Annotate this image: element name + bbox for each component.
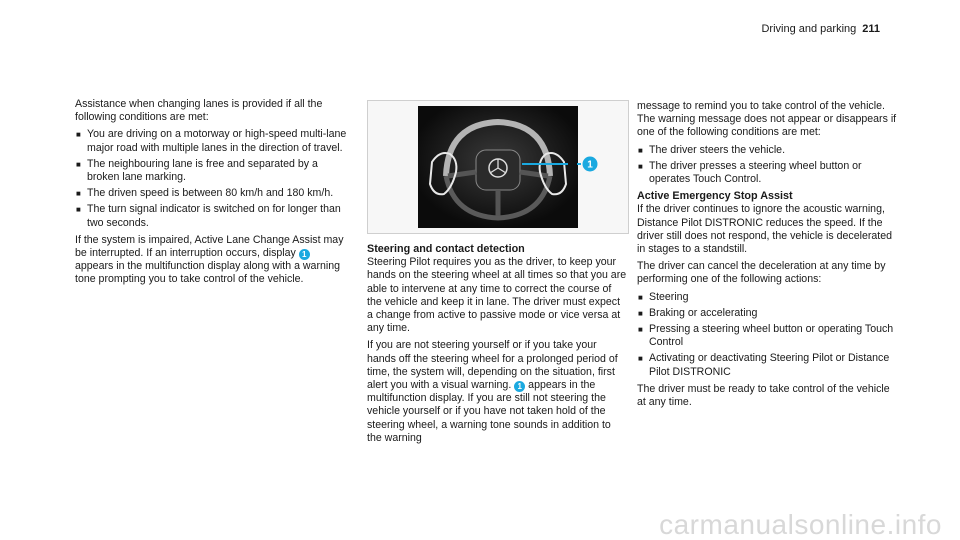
bullet-icon: ■ xyxy=(638,292,643,302)
condition-list xyxy=(75,128,350,229)
list-item: ■ The neighbouring lane is free and separated by a broken lane marking. xyxy=(76,157,318,184)
steering-wheel-icon xyxy=(418,106,578,228)
list-item: ■ You are driving on a motorway or high-speed multi-lane major road with multiple lanes in the direction of travel. xyxy=(76,128,347,154)
message-paragraph: message to remind you to take control of the vehicle. xyxy=(637,100,885,112)
callout-badge: 1 xyxy=(514,381,525,392)
column-1 xyxy=(75,98,350,291)
svg-text:1: 1 xyxy=(587,159,593,171)
list-item: ■ The driver presses a steering wheel button or operates Touch Control. xyxy=(638,159,862,186)
ready-paragraph: The driver must be ready to take control of the vehicle at any time. xyxy=(637,382,890,409)
list-item: ■ Steering xyxy=(638,290,689,303)
bullet-icon: ■ xyxy=(638,325,643,335)
bullet-icon: ■ xyxy=(76,130,81,140)
column-2 xyxy=(367,243,627,449)
list-item: ■ Pressing a steering wheel button or operating Touch Control xyxy=(638,323,894,349)
list-item: ■ The driver steers the vehicle. xyxy=(638,143,786,156)
list-item: ■ Braking or accelerating xyxy=(638,306,758,319)
interruption-paragraph: If the system is impaired, Active Lane Change Assist may be interrupted. If an interruption occurs, display 1 appears in the multifunction display along with a warning tone prompting you to take control of the vehicle. xyxy=(75,233,344,286)
cancel-paragraph: The driver can cancel the deceleration at any time by performing one of the following actions: xyxy=(637,260,886,286)
steering-wheel-figure xyxy=(367,100,629,234)
disappear-paragraph: The warning message does not appear or disappears if one of the following conditions are met: xyxy=(637,113,897,139)
page-header xyxy=(761,23,880,36)
disappear-condition-list xyxy=(637,144,899,187)
section-heading: Active Emergency Stop Assist xyxy=(637,190,793,203)
bullet-icon: ■ xyxy=(638,161,643,171)
column-3 xyxy=(637,100,899,413)
callout-badge: 1 xyxy=(299,249,310,260)
list-item: ■ The turn signal indicator is switched on for longer than two seconds. xyxy=(76,203,341,229)
bullet-icon: ■ xyxy=(76,205,81,215)
section-title: Driving and parking xyxy=(761,23,857,35)
section-heading: Steering and contact detection xyxy=(367,243,525,255)
warning-paragraph: If you are not steering yourself or if you take your hands off the steering wheel for a prolonged period of time, the system will, depending on the situation, first alert you with a visual warning. 1 appears in the multifunction display. If you are still not steering the vehicle yourself or if you have not taken hold of the steering wheel, a warning tone sounds in addition to the warning xyxy=(367,339,618,444)
bullet-icon: ■ xyxy=(638,354,643,364)
contact-detection-paragraph: Steering Pilot requires you as the driver, to keep your hands on the steering wheel at all times so that you are able to intervene at any time to correct the course of the vehicle and keep it in lane. The driver must expect a change from active to passive mode or vice versa at any time. xyxy=(367,256,627,335)
cancel-action-list xyxy=(637,291,899,379)
bullet-icon: ■ xyxy=(638,145,643,155)
bullet-icon: ■ xyxy=(76,189,81,199)
page-number: 211 xyxy=(862,23,880,35)
bullet-icon: ■ xyxy=(76,159,81,169)
steering-wheel-image xyxy=(418,106,578,228)
callout-marker xyxy=(577,156,599,178)
watermark: carmanualsonline.info xyxy=(659,508,942,540)
list-item: ■ The driven speed is between 80 km/h and 180 km/h. xyxy=(76,187,334,200)
emergency-stop-paragraph: If the driver continues to ignore the acoustic warning, Distance Pilot DISTRONIC reduces the speed. If the driver still does not respond, the vehicle is decelerated in stages to a standstill. xyxy=(637,203,892,256)
intro-text: Assistance when changing lanes is provided if all the following conditions are met: xyxy=(75,98,323,124)
list-item: ■ Activating or deactivating Steering Pilot or Distance Pilot DISTRONIC xyxy=(638,352,890,378)
bullet-icon: ■ xyxy=(638,308,643,318)
